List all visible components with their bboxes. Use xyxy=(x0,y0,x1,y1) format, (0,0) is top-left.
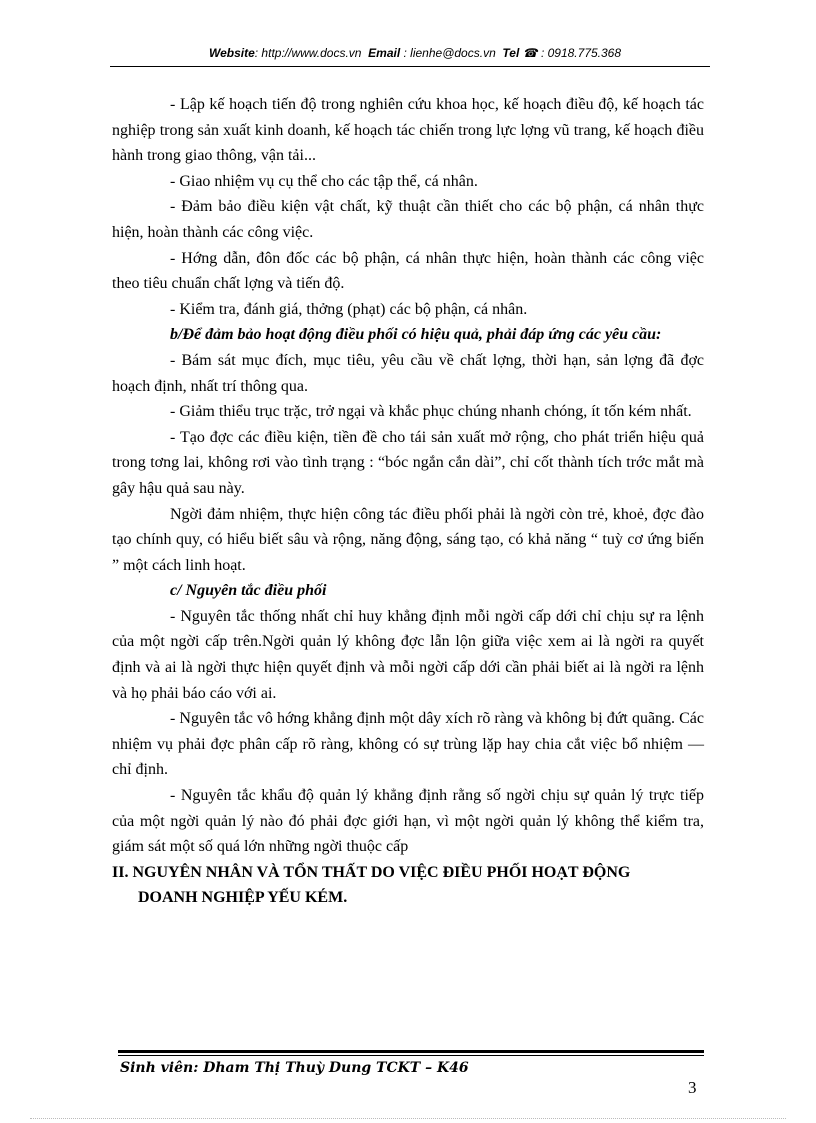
page-number: 3 xyxy=(688,1078,697,1097)
section-heading-line1: II. NGUYÊN NHÂN VÀ TỔN THẤT DO VIỆC ĐIỀU PHỐI HOẠT ĐỘNG xyxy=(112,863,631,881)
paragraph: - Giảm thiểu trục trặc, trở ngại và khắc phục chúng nhanh chóng, ít tốn kém nhất. xyxy=(170,403,692,421)
footer-divider-thick xyxy=(118,1050,704,1053)
website-value[interactable]: : http://www.docs.vn xyxy=(254,46,362,60)
heading-b: b/Để đảm bảo hoạt động điều phối có hiệu quả, phải đáp ứng các yêu cầu: xyxy=(170,326,662,344)
paragraph: Ngời đảm nhiệm, thực hiện công tác điều phối phải là ngời còn trẻ, khoẻ, đợc đào tạo chính quy, có hiểu biết sâu và rộng, năng động, sáng tạo, có khả năng “ tuỳ cơ ứng biến ” một cách linh hoạt. xyxy=(112,505,704,574)
paragraph: - Nguyên tắc khẩu độ quản lý khẳng định rằng số ngời chịu sự quản lý trực tiếp của một ngời quản lý nào đó phải đợc giới hạn, vì một ngời quản lý không thể kiểm tra, giám sát một số quá lớn những ngời thuộc cấp xyxy=(112,787,704,856)
section-heading-line2: DOANH NGHIỆP YẾU KÉM. xyxy=(138,889,348,907)
website-label: Website xyxy=(208,46,255,60)
email-value[interactable]: : lienhe@docs.vn xyxy=(400,46,496,60)
page-edge-dotted-line xyxy=(30,1118,786,1119)
tel-value: ☎ : 0918.775.368 xyxy=(519,46,622,60)
paragraph: - Kiểm tra, đánh giá, thởng (phạt) các bộ phận, cá nhân. xyxy=(170,300,528,318)
paragraph: - Tạo đợc các điều kiện, tiền đề cho tái sản xuất mở rộng, cho phát triển hiệu quả trong tơng lai, không rơi vào tình trạng : “bóc ngắn cắn dài”, chỉ cốt thành tích trớc mắt mà gây hậu quả sau này. xyxy=(112,428,704,497)
header-divider xyxy=(110,66,710,67)
footer-author: Sinh viên: Dham Thị Thuỳ Dung TCKT – K46 xyxy=(120,1060,469,1076)
paragraph: - Lập kế hoạch tiến độ trong nghiên cứu khoa học, kế hoạch điều độ, kế hoạch tác nghiệp trong sản xuất kinh doanh, kế hoạch tác chiến trong lực lợng vũ trang, kế hoạch điều hành trong giao thông, vận tải... xyxy=(112,96,704,165)
tel-label: Tel xyxy=(502,46,520,60)
paragraph: - Đảm bảo điều kiện vật chất, kỹ thuật cần thiết cho các bộ phận, cá nhân thực hiện, hoàn thành các công việc. xyxy=(112,198,704,241)
heading-c: c/ Nguyên tắc điều phối xyxy=(170,582,327,600)
email-label: Email xyxy=(368,46,401,60)
paragraph: - Hớng dẫn, đôn đốc các bộ phận, cá nhân thực hiện, hoàn thành các công việc theo tiêu chuẩn chất lợng và tiến độ. xyxy=(112,249,704,293)
footer-divider-thin xyxy=(118,1055,704,1056)
document-body xyxy=(112,92,704,911)
paragraph: - Nguyên tắc vô hớng khẳng định một dây xích rõ ràng và không bị đứt quãng. Các nhiệm vụ phải đợc phân cấp rõ ràng, không có sự trùng lặp hay chia cắt việc bổ nhiệm — chỉ định. xyxy=(112,710,704,779)
paragraph: - Giao nhiệm vụ cụ thể cho các tập thể, cá nhân. xyxy=(170,172,478,190)
section-heading xyxy=(112,860,704,911)
paragraph: - Bám sát mục đích, mục tiêu, yêu cầu về chất lợng, thời hạn, sản lợng đã đợc hoạch định, nhất trí thông qua. xyxy=(112,351,704,395)
page-header xyxy=(120,46,710,60)
paragraph: - Nguyên tắc thống nhất chỉ huy khẳng định mỗi ngời cấp dới chỉ chịu sự ra lệnh của một ngời cấp trên.Ngời quản lý không đợc lẫn lộn giữa việc xem ai là ngời ra quyết định và ai là ngời thực hiện quyết định và mỗi ngời cấp dới cần phải biết ai là ngời ra lệnh và họ phải báo cáo với ai. xyxy=(112,607,704,702)
